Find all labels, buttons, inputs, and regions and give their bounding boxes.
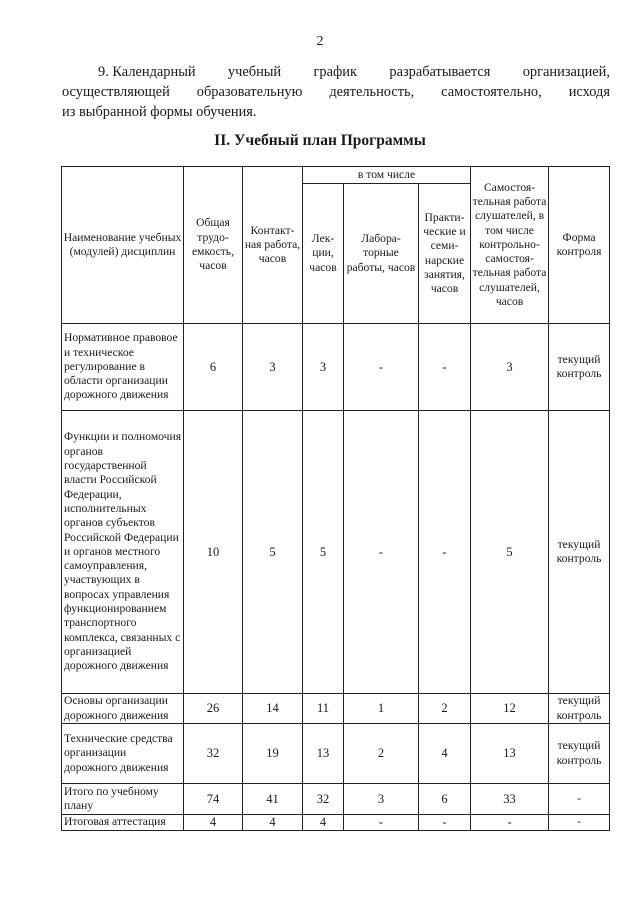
header-form: Форма контроля: [549, 167, 610, 324]
table-row: [62, 724, 610, 784]
header-including: в том числе: [303, 167, 471, 184]
header-practical: Практи-ческие и семи-нарские занятия, часов: [419, 184, 471, 324]
table-row: [62, 411, 610, 694]
cell-name: Технические средства организации дорожного движения: [62, 724, 184, 784]
cell-lectures: 13: [303, 724, 344, 784]
cell-selfwork: 5: [471, 411, 549, 694]
cell-lectures: 4: [303, 815, 344, 831]
cell-name: Итого по учебному плану: [62, 784, 184, 815]
cell-labs: -: [344, 815, 419, 831]
cell-form: текущий контроль: [549, 694, 610, 724]
paragraph-line-3: из выбранной формы обучения.: [62, 104, 257, 120]
cell-selfwork: 12: [471, 694, 549, 724]
word: график: [313, 64, 358, 80]
cell-total: 32: [184, 724, 243, 784]
cell-total: 74: [184, 784, 243, 815]
table-row: [62, 324, 610, 411]
cell-practical: -: [419, 411, 471, 694]
cell-name: Нормативное правовое и техническое регулирование в области организации дорожного движения: [62, 324, 184, 411]
cell-labs: -: [344, 411, 419, 694]
header-lectures: Лек-ции, часов: [303, 184, 344, 324]
cell-form: -: [549, 815, 610, 831]
cell-form: текущий контроль: [549, 324, 610, 411]
cell-labs: 2: [344, 724, 419, 784]
cell-selfwork: -: [471, 815, 549, 831]
cell-labs: 3: [344, 784, 419, 815]
paragraph-9: [62, 62, 610, 122]
cell-total: 4: [184, 815, 243, 831]
word: осуществляющей: [62, 84, 170, 100]
cell-practical: -: [419, 324, 471, 411]
cell-labs: 1: [344, 694, 419, 724]
word: организацией,: [522, 64, 610, 80]
cell-contact: 3: [243, 324, 303, 411]
word: исходя: [568, 84, 610, 100]
cell-form: текущий контроль: [549, 411, 610, 694]
table-row-total: [62, 784, 610, 815]
cell-contact: 41: [243, 784, 303, 815]
word: 9. Календарный: [98, 64, 196, 80]
cell-selfwork: 13: [471, 724, 549, 784]
cell-lectures: 32: [303, 784, 344, 815]
cell-practical: 6: [419, 784, 471, 815]
cell-contact: 19: [243, 724, 303, 784]
header-total: Общая трудо-емкость, часов: [184, 167, 243, 324]
cell-lectures: 11: [303, 694, 344, 724]
header-selfwork: Самостоя-тельная работа слушателей, в том числе контрольно-самостоя-тельная работа слушателей, часов: [471, 167, 549, 324]
cell-name: Основы организации дорожного движения: [62, 694, 184, 724]
paragraph-line-1: [62, 62, 610, 82]
cell-practical: 4: [419, 724, 471, 784]
section-title: II. Учебный план Программы: [214, 132, 426, 149]
cell-total: 10: [184, 411, 243, 694]
cell-contact: 5: [243, 411, 303, 694]
header-name: Наименование учебных (модулей) дисциплин: [62, 167, 184, 324]
word: учебный: [227, 64, 282, 80]
cell-labs: -: [344, 324, 419, 411]
cell-contact: 4: [243, 815, 303, 831]
table-row: [62, 694, 610, 724]
page-number: 2: [316, 34, 324, 49]
cell-total: 26: [184, 694, 243, 724]
cell-selfwork: 3: [471, 324, 549, 411]
table-row-attestation: [62, 815, 610, 831]
header-contact: Контакт-ная работа, часов: [243, 167, 303, 324]
cell-total: 6: [184, 324, 243, 411]
paragraph-line-2: [62, 82, 610, 102]
cell-lectures: 3: [303, 324, 344, 411]
cell-lectures: 5: [303, 411, 344, 694]
header-row-1: [62, 167, 610, 184]
header-labs: Лабора-торные работы, часов: [344, 184, 419, 324]
cell-form: -: [549, 784, 610, 815]
word: деятельность,: [329, 84, 415, 100]
cell-name: Функции и полномочия органов государственной власти Российской Федерации, исполнительных органов субъектов Российской Федерации и органов местного самоуправления, участвующих в вопросах управления функционированием транспортного комплекса, связанных с организацией дорожного движения: [62, 411, 184, 694]
cell-practical: 2: [419, 694, 471, 724]
cell-form: текущий контроль: [549, 724, 610, 784]
cell-practical: -: [419, 815, 471, 831]
cell-contact: 14: [243, 694, 303, 724]
word: самостоятельно,: [441, 84, 542, 100]
cell-name: Итоговая аттестация: [62, 815, 184, 831]
curriculum-table: [61, 166, 610, 831]
cell-selfwork: 33: [471, 784, 549, 815]
word: образовательную: [196, 84, 303, 100]
word: разрабатывается: [389, 64, 491, 80]
